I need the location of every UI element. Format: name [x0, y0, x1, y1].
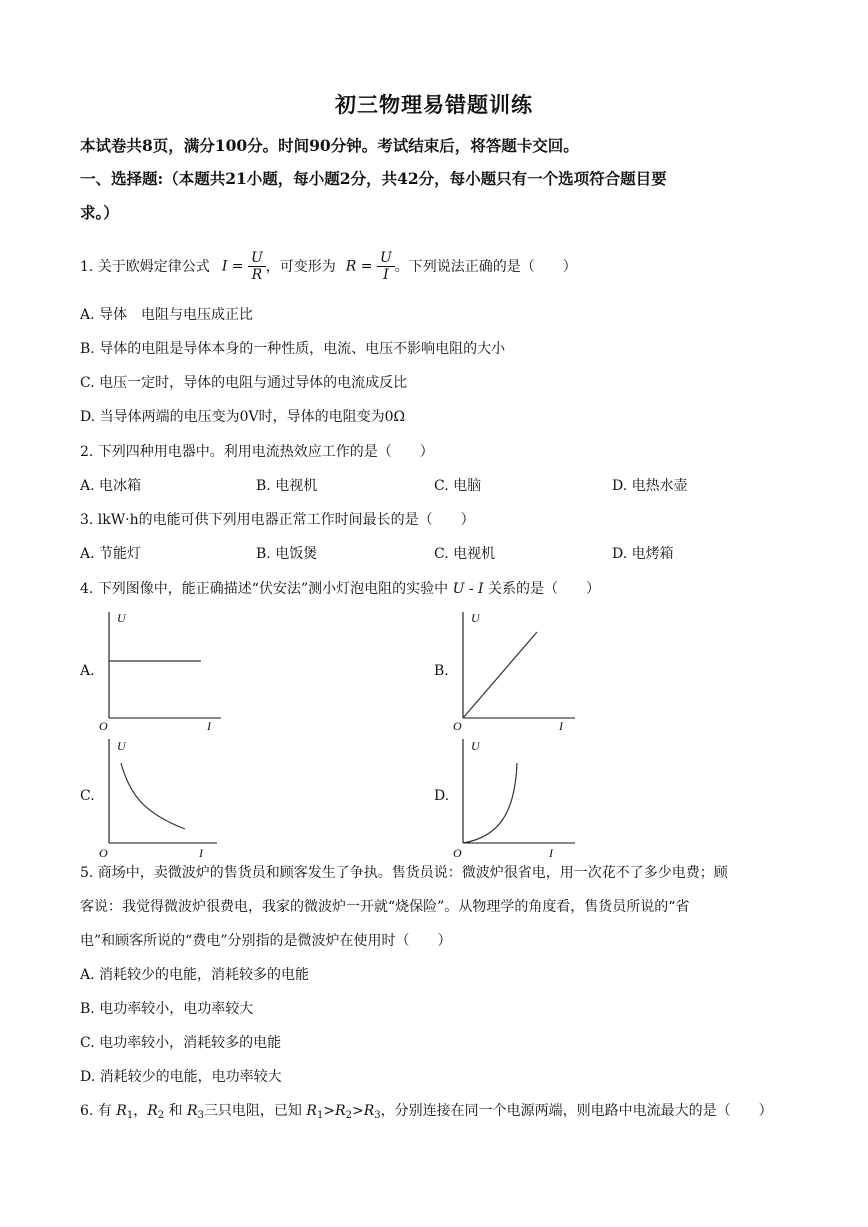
graph-a-x-label: I [207, 719, 211, 733]
formula-resistance [346, 250, 395, 283]
page-title: 初三物理易错题训练 [335, 92, 533, 117]
graph-b-x-label: I [559, 719, 563, 733]
formula-ohm [222, 250, 266, 283]
q1-suffix: 。下列说法正确的是（ ） [394, 259, 577, 275]
q6-cmp-r1: R [306, 1103, 317, 1119]
q3-option-b: B. 电饭煲 [256, 546, 318, 562]
question-3-stem: 3. lkW·h的电能可供下列用电器正常工作时间最长的是（ ） [80, 512, 475, 528]
q3-option-a: A. 节能灯 [80, 546, 142, 562]
formula-ohm-eq: = [231, 258, 244, 274]
q6-r1: R [116, 1103, 127, 1119]
formula-resistance-fraction [377, 250, 395, 283]
q1-option-c: C. 电压一定时，导体的电阻与通过导体的电流成反比 [80, 375, 408, 391]
graph-b-origin-label: O [453, 719, 462, 733]
graph-c-label: C. [80, 788, 95, 804]
q6-cmp-r1-subscript: 1 [316, 1110, 324, 1121]
graph-b-y-label: U [471, 611, 480, 625]
q2-option-a: A. 电冰箱 [80, 478, 142, 494]
q2-option-b: B. 电视机 [256, 478, 318, 494]
question-1-stem [80, 242, 577, 290]
question-2-stem: 2. 下列四种用电器中。利用电流热效应工作的是（ ） [80, 444, 434, 460]
q6-cmp-r2-subscript: 2 [345, 1110, 352, 1121]
section-heading-line2: 求。） [80, 203, 119, 222]
formula-ohm-fraction [248, 250, 266, 283]
q6-part1: 6. 有 [80, 1103, 112, 1119]
question-5-line1: 5. 商场中，卖微波炉的售货员和顾客发生了争执。售货员说：微波炉很省电，用一次花不了多少电费；顾 [80, 865, 728, 881]
graph-c-x-label: I [199, 846, 203, 860]
graph-b [449, 608, 579, 736]
q6-part3: ，分别连接在同一个电源两端，则电路中电流最大的是（ ） [380, 1103, 773, 1119]
q6-r2-subscript: 2 [157, 1110, 165, 1121]
q3-option-d: D. 电烤箱 [612, 546, 674, 562]
q6-comma: ， [133, 1103, 148, 1119]
q6-r3-subscript: 3 [197, 1110, 204, 1121]
graph-b-label: B. [434, 663, 449, 679]
q6-r3: R [187, 1103, 198, 1119]
q6-gt-1: > [323, 1103, 336, 1119]
exam-intro: 本试卷共8页，满分100分。时间90分钟。考试结束后，将答题卡交回。 [80, 136, 579, 155]
question-4-stem [80, 578, 600, 598]
q1-option-b: B. 导体的电阻是导体本身的一种性质，电流、电压不影响电阻的大小 [80, 341, 506, 357]
graph-d [449, 733, 579, 861]
graph-c-y-label: U [117, 739, 126, 753]
graph-d-y-label: U [471, 739, 480, 753]
graph-a-y-label: U [117, 611, 126, 625]
formula-resistance-eq: = [360, 258, 373, 274]
formula-ohm-lhs: I [221, 258, 228, 274]
question-5-line2: 客说：我觉得微波炉很费电，我家的微波炉一开就“烧保险”。从物理学的角度看，售货员所说的“省 [80, 899, 690, 915]
q1-option-d: D. 当导体两端的电压变为0V时，导体的电阻变为0Ω [80, 409, 406, 425]
graph-d-label: D. [434, 788, 450, 804]
q6-gt-2: > [351, 1103, 364, 1119]
question-5-line3: 电”和顾客所说的“费电”分别指的是微波炉在使用时（ ） [80, 933, 452, 949]
q1-middle: ，可变形为 [265, 259, 336, 275]
graph-c-curve [121, 763, 185, 829]
graph-d-origin-label: O [453, 846, 462, 860]
q6-cmp-r2: R [335, 1103, 346, 1119]
q4-stem-variable: U - I [452, 581, 484, 597]
graph-a-origin-label: O [99, 719, 108, 733]
q3-option-c: C. 电视机 [434, 546, 496, 562]
q1-option-a: A. 导体 电阻与电压成正比 [80, 307, 254, 323]
q5-option-a: A. 消耗较少的电能，消耗较多的电能 [80, 967, 310, 983]
formula-resistance-lhs: R [345, 258, 357, 274]
q5-option-b: B. 电功率较小，电功率较大 [80, 1001, 254, 1017]
q1-prefix: 1. 关于欧姆定律公式 [80, 259, 210, 275]
section-heading-line1: 一、选择题:（本题共21小题，每小题2分，共42分，每小题只有一个选项符合题目要 [80, 169, 667, 188]
graph-c-origin-label: O [99, 846, 108, 860]
graph-c [95, 733, 225, 861]
q6-cmp-r3: R [363, 1103, 375, 1119]
q6-r1-subscript: 1 [126, 1110, 134, 1121]
q4-stem-before: 4. 下列图像中，能正确描述“伏安法”测小灯泡电阻的实验中 [80, 581, 449, 597]
graph-a-label: A. [80, 663, 95, 679]
q5-option-d: D. 消耗较少的电能，电功率较大 [80, 1069, 282, 1085]
q6-and: 和 [168, 1103, 183, 1119]
formula-ohm-num: U [248, 250, 266, 267]
q6-cmp-r3-subscript: 3 [374, 1110, 381, 1121]
formula-resistance-den: I [383, 266, 389, 283]
q2-option-c: C. 电脑 [434, 478, 482, 494]
q5-option-c: C. 电功率较小，消耗较多的电能 [80, 1035, 282, 1051]
q4-stem-after: 关系的是（ ） [488, 581, 600, 597]
q6-r2: R [147, 1103, 158, 1119]
q6-part2: 三只电阻，已知 [203, 1103, 302, 1119]
graph-a [95, 608, 225, 736]
q2-option-d: D. 电热水壶 [612, 478, 688, 494]
formula-ohm-den: R [251, 266, 263, 283]
formula-resistance-num: U [377, 250, 395, 267]
graph-d-x-label: I [549, 846, 553, 860]
graph-b-curve [463, 632, 537, 718]
question-6-stem [80, 1100, 773, 1120]
graph-d-curve [463, 763, 517, 843]
